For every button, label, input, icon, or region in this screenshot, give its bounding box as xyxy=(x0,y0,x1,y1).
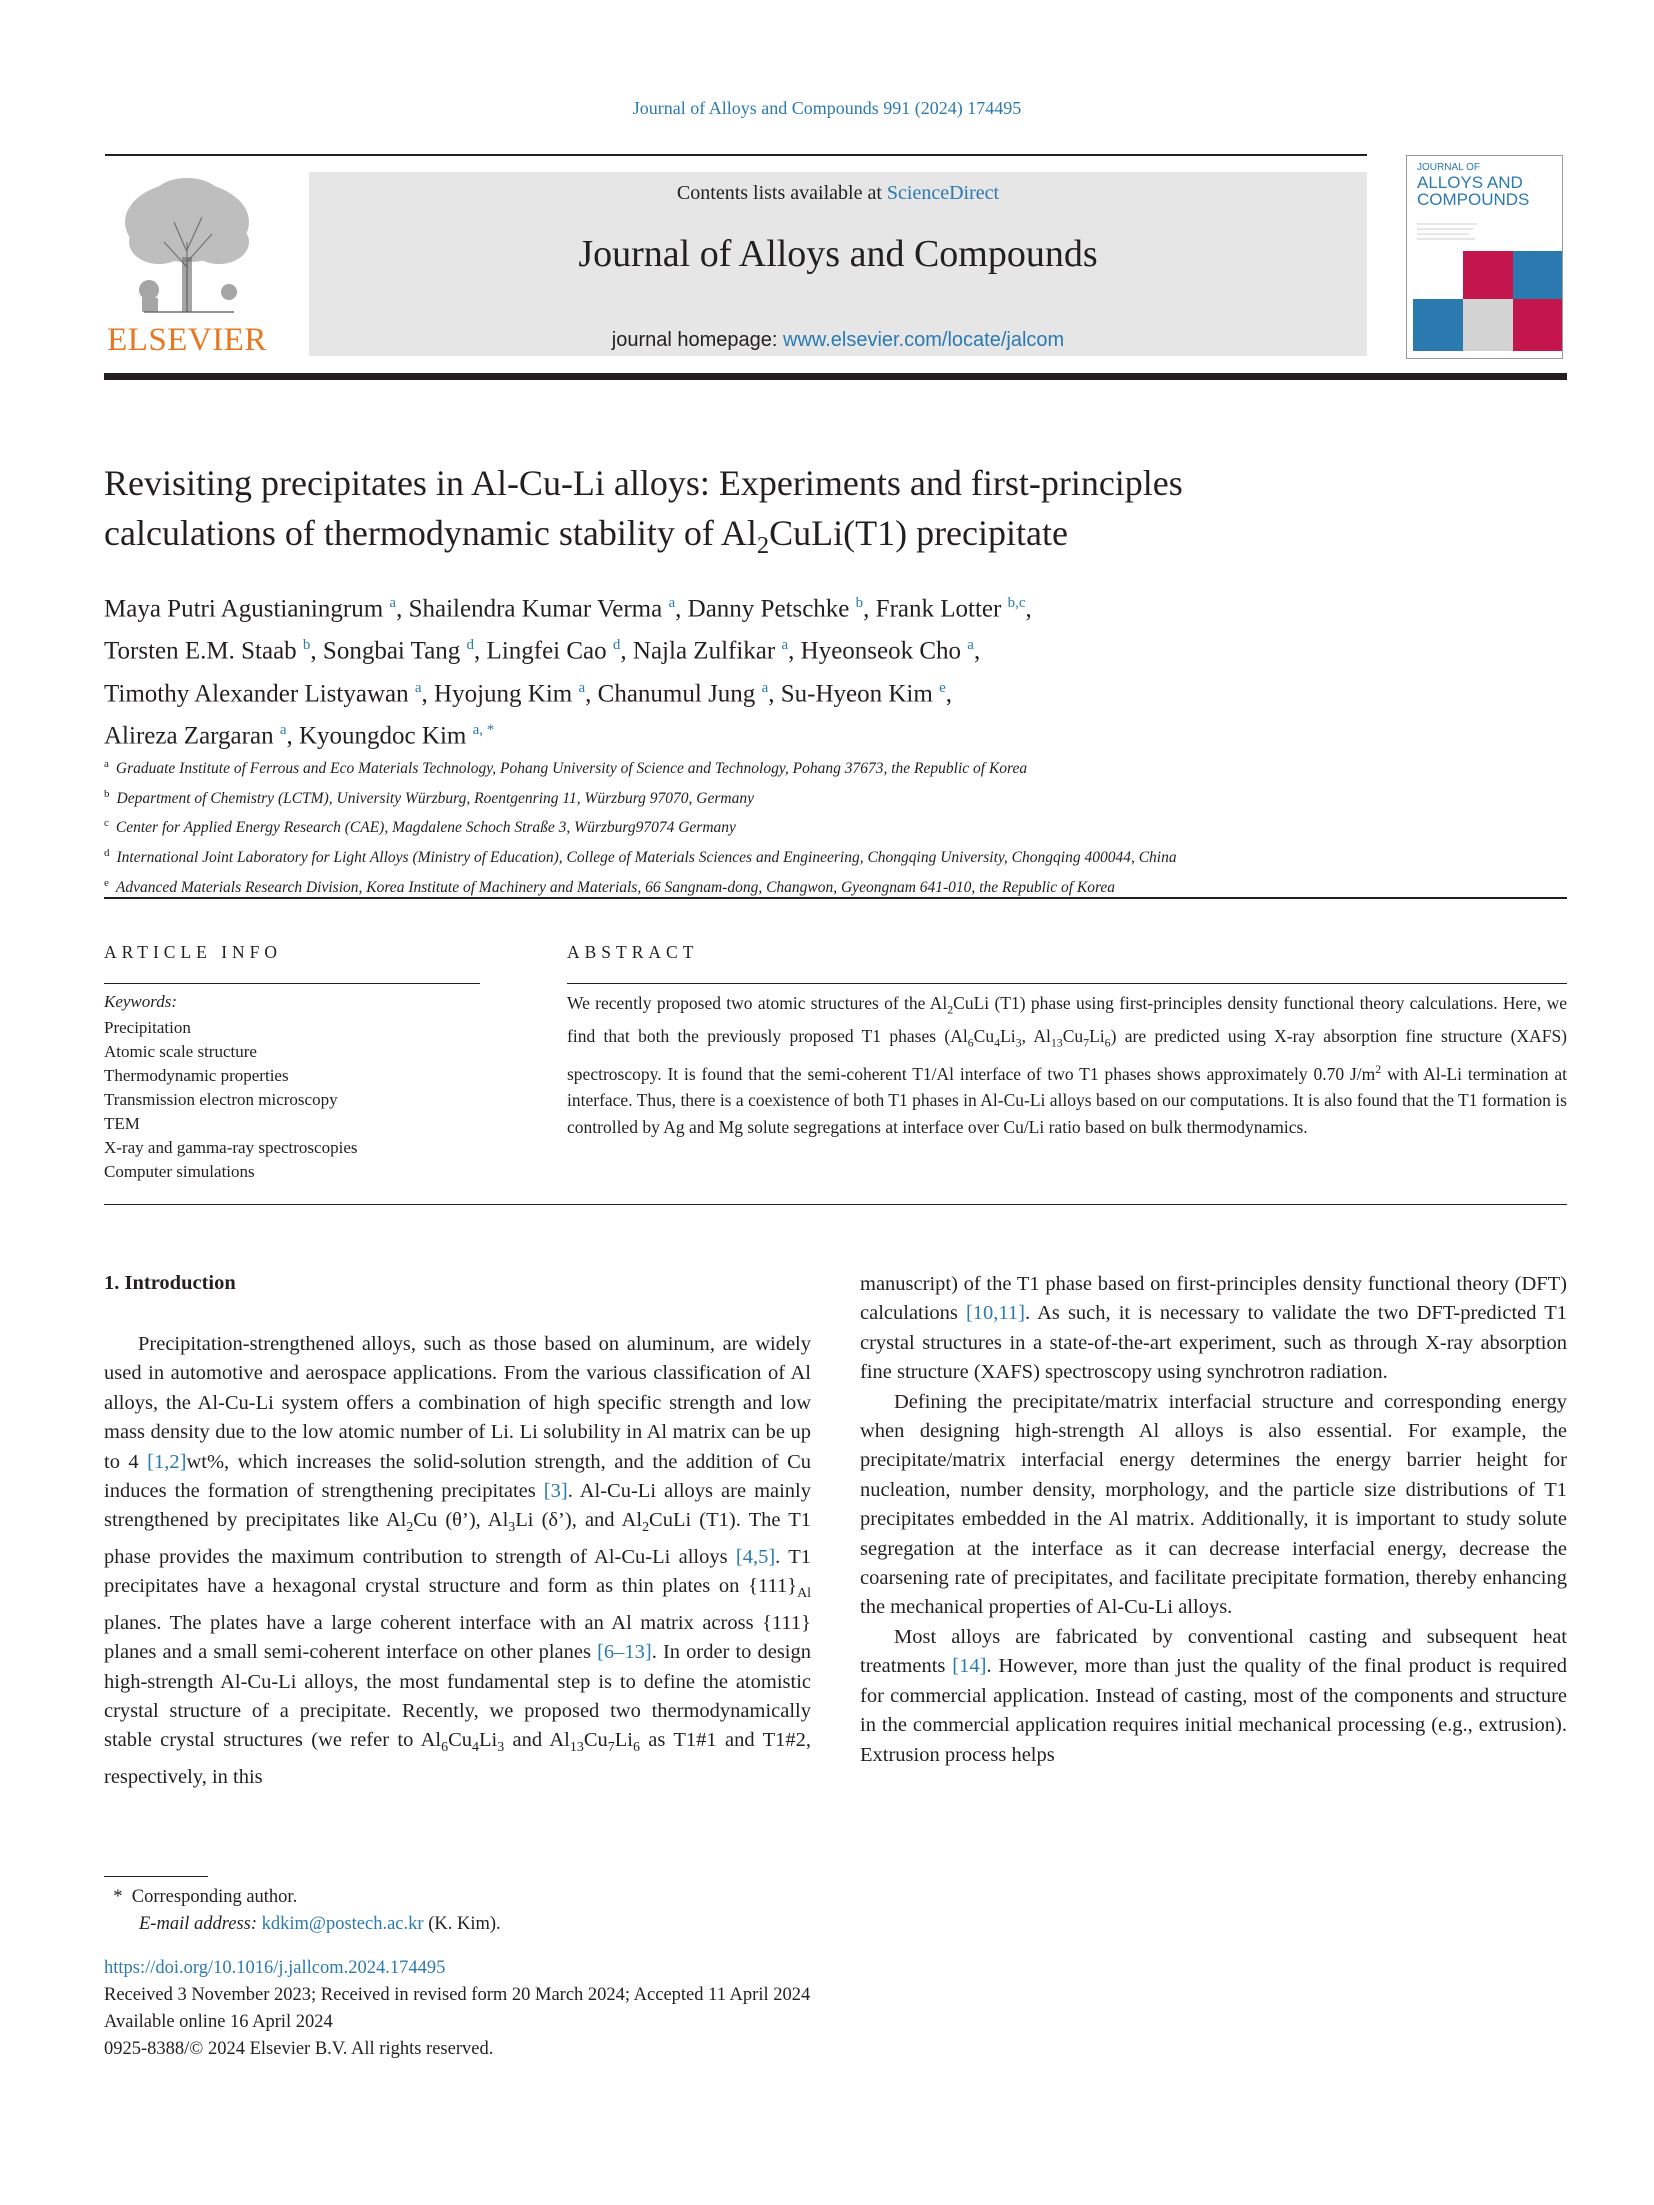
subscript: 4 xyxy=(472,1740,479,1756)
body-column-right xyxy=(860,1270,1567,1770)
author-name[interactable]: Su-Hyeon Kim xyxy=(780,679,933,707)
footnote-star: * xyxy=(113,1887,123,1907)
author-name[interactable]: Songbai Tang xyxy=(322,637,461,665)
subscript: 3 xyxy=(508,1520,516,1536)
affiliation-marker[interactable]: a xyxy=(761,679,769,696)
subscript: 2 xyxy=(756,532,770,560)
subscript: 2 xyxy=(642,1520,650,1536)
sciencedirect-link[interactable]: ScienceDirect xyxy=(886,182,1000,204)
text-run: Cu xyxy=(583,1729,608,1752)
affiliation-marker[interactable]: a xyxy=(279,721,287,738)
copyright: 0925-8388/© 2024 Elsevier B.V. All rights reserved. xyxy=(104,2039,494,2059)
text-run: as T1#1 and T1#2, respectively, in this xyxy=(104,1729,812,1788)
text-run: We recently proposed two atomic structures of the Al xyxy=(567,993,948,1013)
subscript: 7 xyxy=(1083,1035,1090,1050)
subscript: 6 xyxy=(1104,1035,1111,1050)
affiliation xyxy=(104,811,1564,841)
text-run: manuscript) of the T1 phase based on first-principles density functional theory (DFT) calculations xyxy=(860,1273,1567,1325)
text-run: CuLi (T1) phase using first-principles density functional theory calculations. Here, we find that both the previously proposed T1 phases (Al xyxy=(567,993,1567,1046)
subscript: 6 xyxy=(441,1740,449,1756)
affiliation-marker[interactable]: b,c xyxy=(1007,595,1026,611)
subscript: 4 xyxy=(994,1035,1001,1050)
affiliation-marker[interactable]: a xyxy=(414,679,422,696)
title-text: calculations of thermodynamic stability of Al xyxy=(104,513,757,553)
title-line xyxy=(104,508,1504,571)
cover-title-line: ALLOYS AND xyxy=(1417,173,1523,192)
affiliation-key: d xyxy=(104,846,110,859)
keywords-label: Keywords: xyxy=(104,992,178,1011)
citation-link[interactable]: [10,11] xyxy=(965,1302,1026,1325)
affiliation-text: Graduate Institute of Ferrous and Eco Materials Technology, Pohang University of Science and Technology, Pohang 37673, the Republic of Korea xyxy=(115,760,1028,778)
affiliation xyxy=(104,841,1564,871)
text-run: Most alloys are fabricated by conventional casting and subsequent heat treatments xyxy=(860,1625,1567,1678)
article-title xyxy=(104,458,1504,571)
affiliation xyxy=(104,871,1564,901)
doi-link[interactable]: https://doi.org/10.1016/j.jallcom.2024.174495 xyxy=(104,1958,446,1978)
keyword: Thermodynamic properties xyxy=(104,1066,289,1085)
author-line: Timothy Alexander Listyawan $^a$, Hyojung Kim $^a$, Chanumul Jung $^a$, Su-Hyeon Kim $^e$, xyxy=(104,679,952,707)
abstract-text xyxy=(567,990,1567,1140)
keyword: Precipitation xyxy=(104,1018,191,1037)
affiliation-list xyxy=(104,752,1564,900)
available-online: Available online 16 April 2024 xyxy=(104,2012,333,2032)
subscript: 6 xyxy=(632,1740,640,1756)
section-rule xyxy=(104,897,1567,899)
affiliation xyxy=(104,782,1564,812)
affiliation xyxy=(104,752,1564,782)
keyword: Transmission electron microscopy xyxy=(104,1090,338,1109)
keyword: Computer simulations xyxy=(104,1162,255,1181)
footnote-text: Corresponding author. xyxy=(131,1887,298,1907)
affiliation-key: e xyxy=(104,876,109,889)
author-name[interactable]: Frank Lotter xyxy=(875,595,1002,623)
text-run: CuLi (T1). The T1 phase provides the maximum contribution to strength of Al-Cu-Li alloys xyxy=(104,1509,811,1568)
email-label: E-mail address: xyxy=(139,1914,258,1934)
elsevier-wordmark: ELSEVIER xyxy=(107,322,267,358)
affiliation-marker[interactable]: a xyxy=(781,637,789,654)
cover-block-magenta xyxy=(1463,251,1513,299)
homepage-line xyxy=(309,329,1367,352)
text-run: Li xyxy=(1089,1026,1105,1046)
cover-block-blue xyxy=(1513,251,1562,299)
introduction-heading: 1. Introduction xyxy=(104,1272,236,1294)
affiliation-text: Department of Chemistry (LCTM), University Würzburg, Roentgenring 11, Würzburg 97070, Germany xyxy=(116,789,754,807)
text-run: Li (δ’), and Al xyxy=(515,1509,643,1532)
author-name[interactable]: Shailendra Kumar Verma xyxy=(408,595,663,623)
author-line: Alireza Zargaran $^a$, Kyoungdoc Kim $^{a, *}$ xyxy=(104,721,495,750)
affiliation-marker[interactable]: d xyxy=(466,637,475,654)
text-run: and Al xyxy=(504,1729,570,1752)
author-name[interactable]: Lingfei Cao xyxy=(486,637,607,665)
keyword: TEM xyxy=(104,1114,140,1133)
affiliation-marker[interactable]: b xyxy=(855,595,864,611)
text-run: Cu xyxy=(973,1026,995,1046)
title-line: Revisiting precipitates in Al-Cu-Li alloys: Experiments and first-principles xyxy=(104,463,1183,503)
author-name[interactable]: Najla Zulfikar xyxy=(632,637,776,665)
journal-cover-thumbnail[interactable] xyxy=(1406,155,1563,359)
header-rule xyxy=(105,154,1367,156)
homepage-link[interactable]: www.elsevier.com/locate/jalcom xyxy=(783,329,1065,351)
footnote-line xyxy=(104,1884,501,1911)
author-name[interactable]: Hyeonseok Cho xyxy=(800,637,962,665)
cover-title-line: JOURNAL OF xyxy=(1417,162,1480,173)
superscript: 2 xyxy=(1375,1062,1382,1076)
text-run: wt%, which increases the solid-solution strength, and the addition of Cu induces the formation of strengthening precipitates xyxy=(104,1450,811,1503)
cover-block-magenta xyxy=(1513,299,1562,351)
text-run: . As such, it is necessary to validate the two DFT-predicted T1 crystal structures in a state-of-the-art experiment, such as through X-ray absorption fine structure (XAFS) spectroscopy using synchrotron radiation. xyxy=(860,1302,1567,1384)
affiliation-marker[interactable]: a xyxy=(668,595,676,611)
author-name[interactable]: Torsten E.M. Staab xyxy=(104,637,297,665)
author-name[interactable]: Hyojung Kim xyxy=(434,679,573,707)
affiliation-key: c xyxy=(104,817,109,830)
citation-link[interactable]: [14] xyxy=(952,1655,987,1678)
text-run: ) are predicted using X-ray absorption fine structure (XAFS) spectroscopy. It is found that the semi-coherent T1/Al interface of two T1 phases shows approximately 0.70 J/m xyxy=(567,1026,1567,1084)
title-text: CuLi(T1) precipitate xyxy=(769,513,1068,553)
contents-prefix: Contents lists available at xyxy=(676,182,887,204)
subscript: 13 xyxy=(569,1740,584,1756)
citation-link[interactable]: [4,5] xyxy=(735,1545,776,1568)
body-column-left xyxy=(104,1330,811,1792)
text-run: Cu xyxy=(448,1729,473,1752)
section-rule xyxy=(104,1204,1567,1205)
author-list xyxy=(104,585,1554,754)
masthead-thick-rule xyxy=(104,373,1567,380)
cover-title-line: COMPOUNDS xyxy=(1417,190,1530,209)
text-run: . However, more than just the quality of the final product is required for commercial application. Instead of casting, most of the components and structure in the commercial application requires initial mechanical processing (e.g., extrusion). Extrusion process helps xyxy=(860,1655,1567,1766)
text-run: , Al xyxy=(1021,1026,1051,1046)
text-run: . In order to design high-strength Al-Cu-Li alloys, the most fundamental step is to define the atomistic crystal structure of a precipitate. Recently, we proposed two thermodynamically stable crystal structures (we refer to Al xyxy=(104,1641,812,1752)
keyword: X-ray and gamma-ray spectroscopies xyxy=(104,1138,358,1157)
cover-block-blue xyxy=(1413,299,1463,351)
text-run: Cu (θ’), Al xyxy=(413,1509,509,1532)
text-run: Precipitation-strengthened alloys, such as those based on aluminum, are widely used in automotive and aerospace applications. From the various classification of Al alloys, the Al-Cu-Li system offers a combination of high specific strength and low mass density due to the low atomic number of Li. Li solubility in Al matrix can be up to 4 xyxy=(104,1333,811,1473)
text-run: with Al-Li termination at interface. Thus, there is a coexistence of both T1 phases in Al-Cu-Li alloys based on our computations. It is also found that the T1 formation is controlled by Ag and Mg solute segregations at interface over Cu/Li ratio based on bulk thermodynamics. xyxy=(567,1063,1568,1137)
keyword-list xyxy=(104,1016,357,1184)
author-name[interactable]: Alireza Zargaran xyxy=(104,722,274,750)
affiliation-text: Advanced Materials Research Division, Korea Institute of Machinery and Materials, 66 Sangnam-dong, Changwon, Gyeongnam 641-010, the Republic of Korea xyxy=(115,878,1116,896)
homepage-prefix: journal homepage: xyxy=(611,329,783,351)
affiliation-marker[interactable]: a xyxy=(389,595,397,611)
contents-line xyxy=(309,182,1367,205)
subscript: 2 xyxy=(406,1520,414,1536)
subscript: 3 xyxy=(1015,1035,1022,1050)
text-run: Li xyxy=(478,1729,498,1752)
paragraph xyxy=(860,1623,1567,1770)
text-run: Li xyxy=(614,1729,633,1752)
abstract-heading: ABSTRACT xyxy=(567,942,699,962)
author-line: Maya Putri Agustianingrum $^a$, Shailendra Kumar Verma $^a$, Danny Petschke $^b$, Frank Lotter $^{b,c}$, xyxy=(104,595,1032,623)
subscript: 6 xyxy=(967,1035,974,1050)
cover-block-gray xyxy=(1463,299,1513,351)
journal-masthead xyxy=(309,172,1367,356)
text-run: . Al-Cu-Li alloys are mainly strengthened by precipitates like Al xyxy=(104,1480,812,1532)
affiliation-marker[interactable]: a xyxy=(578,679,586,696)
affiliation-marker[interactable]: d xyxy=(612,637,621,654)
footnote-rule xyxy=(104,1876,208,1877)
journal-citation[interactable]: Journal of Alloys and Compounds 991 (2024) 174495 xyxy=(632,98,1022,118)
subscript: 7 xyxy=(607,1740,615,1756)
affiliation-marker[interactable]: a xyxy=(967,637,974,654)
paragraph xyxy=(104,1330,811,1792)
article-info-rule xyxy=(104,983,480,984)
author-name[interactable]: Timothy Alexander Listyawan xyxy=(104,679,409,707)
article-info-heading: ARTICLE INFO xyxy=(104,942,283,962)
subscript: 3 xyxy=(497,1740,505,1756)
text-run: . T1 precipitates have a hexagonal crystal structure and form as thin plates on {111} xyxy=(104,1545,812,1598)
affiliation-marker[interactable]: a, * xyxy=(472,721,495,738)
author-name[interactable]: Maya Putri Agustianingrum xyxy=(104,595,384,623)
subscript: 2 xyxy=(947,1002,954,1017)
affiliation-marker[interactable]: b xyxy=(302,637,311,654)
received-dates: Received 3 November 2023; Received in revised form 20 March 2024; Accepted 11 April 2024 xyxy=(104,1985,811,2005)
abstract-rule xyxy=(567,983,1567,984)
author-name[interactable]: Danny Petschke xyxy=(687,595,850,623)
footnote-line xyxy=(104,1911,501,1938)
paragraph xyxy=(860,1270,1567,1388)
affiliation-key: a xyxy=(104,758,109,770)
email-link[interactable]: kdkim@postech.ac.kr xyxy=(261,1914,424,1934)
affiliation-text: International Joint Laboratory for Light Alloys (Ministry of Education), College of Materials Sciences and Engineering, Chongqing University, Chongqing 400044, China xyxy=(116,849,1177,867)
citation-link[interactable]: [6–13] xyxy=(597,1641,652,1664)
affiliation-marker[interactable]: e xyxy=(939,679,946,696)
author-line: Torsten E.M. Staab $^b$, Songbai Tang $^d$, Lingfei Cao $^d$, Najla Zulfikar $^a$, Hyeonseok Cho $^a$, xyxy=(104,637,981,665)
author-name[interactable]: Chanumul Jung xyxy=(597,679,756,707)
keyword: Atomic scale structure xyxy=(104,1042,257,1061)
corresponding-author-footnote xyxy=(104,1884,501,1938)
citation-link[interactable]: [3] xyxy=(543,1480,568,1503)
affiliation-key: b xyxy=(104,787,110,800)
article-front-matter xyxy=(104,1955,810,2063)
email-owner: (K. Kim). xyxy=(428,1914,501,1934)
text-run: planes. The plates have a large coherent interface with an Al matrix across {111} planes and a small semi-coherent interface on other planes xyxy=(104,1611,811,1664)
journal-title: Journal of Alloys and Compounds xyxy=(578,233,1098,275)
affiliation-text: Center for Applied Energy Research (CAE), Magdalene Schoch Straße 3, Würzburg97074 Germany xyxy=(115,819,736,837)
subscript: Al xyxy=(797,1586,811,1602)
subscript: 13 xyxy=(1050,1035,1063,1050)
text-run: Li xyxy=(1000,1026,1016,1046)
paragraph: Defining the precipitate/matrix interfacial structure and corresponding energy when designing high-strength Al alloys is also essential. For example, the precipitate/matrix interfacial energy determines the energy barrier height for nucleation, number density, morphology, and the particle size distributions of T1 precipitates embedded in the Al matrix. Additionally, it is important to study solute segregation at the interface as it can decrease interfacial energy, decrease the coarsening rate of precipitates, and facilitate precipitate formation, thereby enhancing the mechanical properties of Al-Cu-Li alloys. xyxy=(860,1390,1567,1619)
citation-link[interactable]: [1,2] xyxy=(147,1450,187,1473)
text-run: Cu xyxy=(1062,1026,1084,1046)
author-name[interactable]: Kyoungdoc Kim xyxy=(299,722,467,750)
